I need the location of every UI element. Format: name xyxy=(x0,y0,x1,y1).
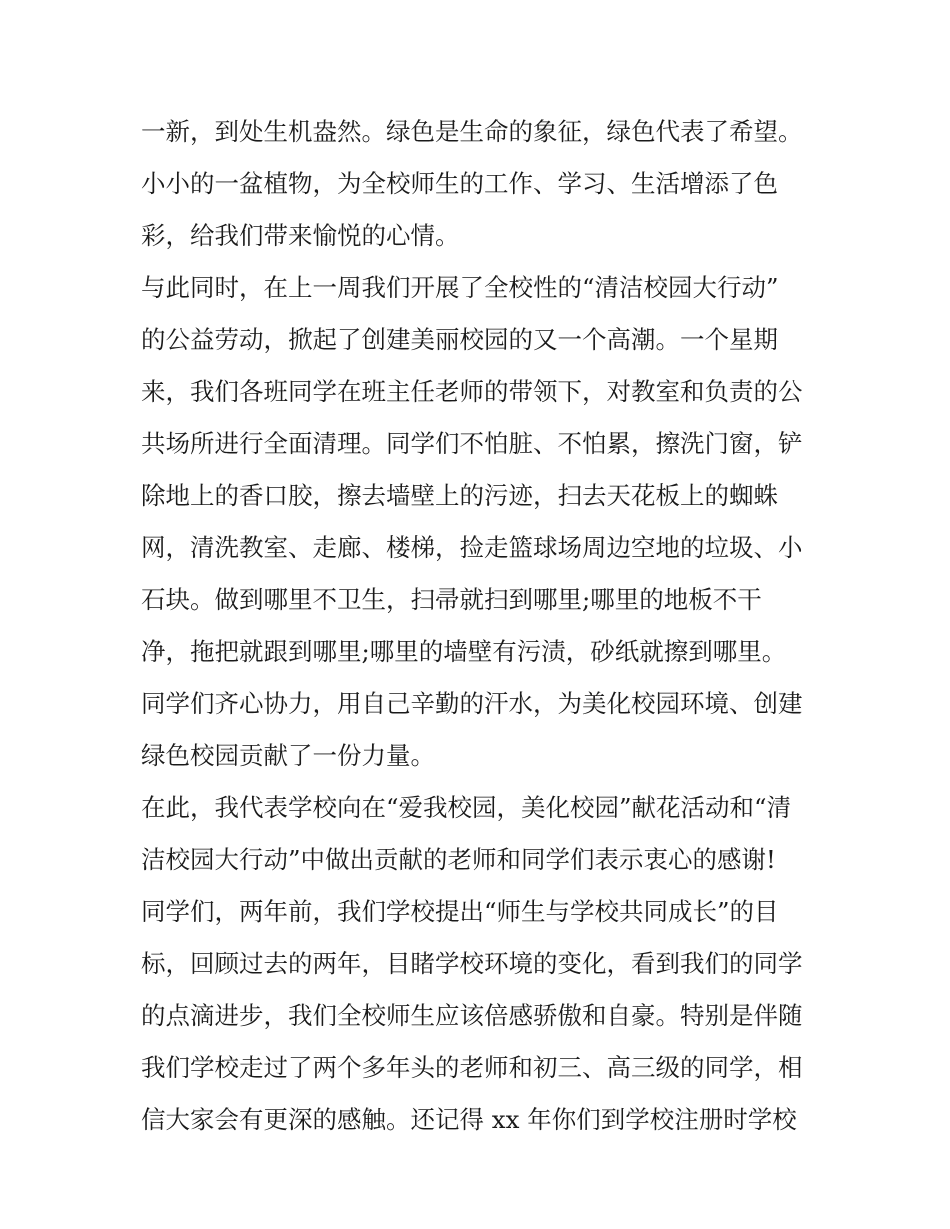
text-line: 来，我们各班同学在班主任老师的带领下，对教室和负责的公 xyxy=(141,377,803,406)
text-line: 绿色校园贡献了一份力量。 xyxy=(141,741,435,770)
text-line: 彩，给我们带来愉悦的心情。 xyxy=(141,221,460,250)
text-line: 信大家会有更深的感触。还记得 xx 年你们到学校注册时学校 xyxy=(141,1105,797,1134)
text-line: 与此同时，在上一周我们开展了全校性的“清洁校园大行动” xyxy=(141,273,779,302)
text-line: 标，回顾过去的两年，目睹学校环境的变化，看到我们的同学 xyxy=(141,949,803,978)
text-line: 的点滴进步，我们全校师生应该倍感骄傲和自豪。特别是伴随 xyxy=(141,1001,803,1030)
text-line: 网，清洗教室、走廊、楼梯，捡走篮球场周边空地的垃圾、小 xyxy=(141,533,803,562)
text-line: 在此，我代表学校向在“爱我校园，美化校园”献花活动和“清 xyxy=(141,793,792,822)
text-line: 一新，到处生机盎然。绿色是生命的象征，绿色代表了希望。 xyxy=(141,117,803,146)
text-line: 石块。做到哪里不卫生，扫帚就扫到哪里;哪里的地板不干 xyxy=(141,585,762,614)
text-line: 同学们齐心协力，用自己辛勤的汗水，为美化校园环境、创建 xyxy=(141,689,803,718)
text-line: 共场所进行全面清理。同学们不怕脏、不怕累，擦洗门窗，铲 xyxy=(141,429,803,458)
text-line: 的公益劳动，掀起了创建美丽校园的又一个高潮。一个星期 xyxy=(141,325,778,354)
body-text xyxy=(141,106,821,1146)
text-line: 净，拖把就跟到哪里;哪里的墙壁有污渍，砂纸就擦到哪里。 xyxy=(141,637,787,666)
text-line: 洁校园大行动”中做出贡献的老师和同学们表示衷心的感谢! xyxy=(141,845,776,874)
text-line: 我们学校走过了两个多年头的老师和初三、高三级的同学，相 xyxy=(141,1053,803,1082)
text-line: 小小的一盆植物，为全校师生的工作、学习、生活增添了色 xyxy=(141,169,778,198)
text-line: 除地上的香口胶，擦去墙壁上的污迹，扫去天花板上的蜘蛛 xyxy=(141,481,778,510)
text-line: 同学们，两年前，我们学校提出“师生与学校共同成长”的目 xyxy=(141,897,779,926)
